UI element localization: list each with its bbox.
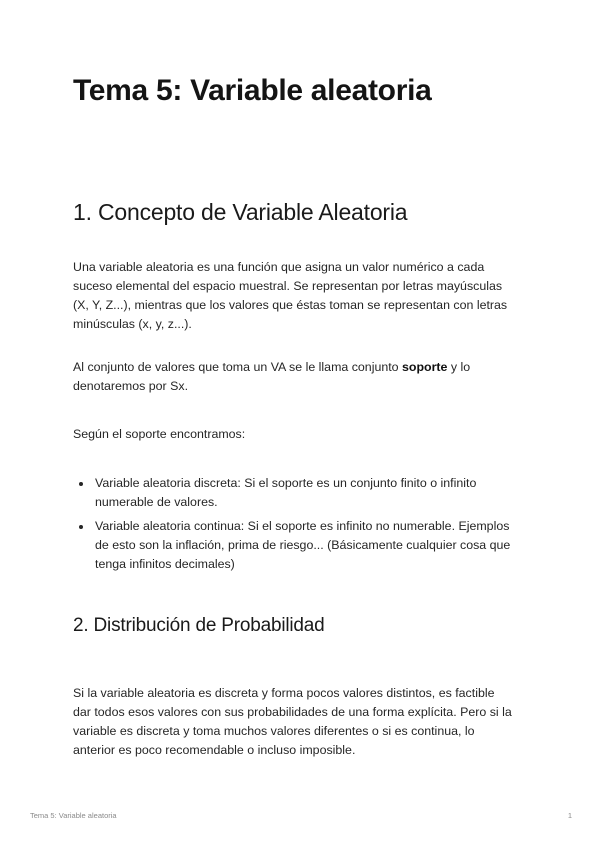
bullet-list [73, 474, 543, 579]
text-line: variable es discreta y toma muchos valores diferentes o si es continua, lo [73, 724, 475, 738]
text-line: Si la variable aleatoria es discreta y forma pocos valores distintos, es factible [73, 686, 495, 700]
page-number: 1 [567, 811, 572, 820]
paragraph-definicion [73, 258, 533, 334]
bullet-dot-icon [79, 482, 83, 486]
text-line: minúsculas (x, y, z...). [73, 317, 192, 331]
text-span: y lo [447, 360, 471, 374]
text-line: numerable de valores. [95, 495, 218, 509]
page-title: Tema 5: Variable aleatoria [73, 74, 432, 107]
list-item [73, 517, 543, 574]
text-line: Variable aleatoria discreta: Si el soporte es un conjunto finito o infinito [95, 476, 477, 490]
section-heading-distribucion: 2. Distribución de Probabilidad [73, 615, 325, 636]
paragraph-distribucion [73, 684, 533, 760]
text-line: dar todos esos valores con sus probabilidades de una forma explícita. Pero si la [73, 705, 512, 719]
text-line: de esto son la inflación, prima de riesgo... (Básicamente cualquier cosa que [95, 538, 511, 552]
text-line: tenga infinitos decimales) [95, 557, 235, 571]
text-line: Una variable aleatoria es una función que asigna un valor numérico a cada [73, 260, 485, 274]
paragraph-segun-soporte: Según el soporte encontramos: [73, 427, 246, 441]
text-line: denotaremos por Sx. [73, 379, 189, 393]
bullet-dot-icon [79, 525, 83, 529]
text-line: (X, Y, Z...), mientras que los valores que éstas toman se representan con letras [73, 298, 508, 312]
footer-title: Tema 5: Variable aleatoria [30, 811, 117, 820]
bold-term-soporte: soporte [402, 360, 448, 374]
paragraph-soporte [73, 358, 533, 396]
text-span: Al conjunto de valores que toma un VA se le llama conjunto [73, 360, 403, 374]
list-item [73, 474, 543, 512]
text-line: Variable aleatoria continua: Si el soporte es infinito no numerable. Ejemplos [95, 519, 510, 533]
section-heading-concepto: 1. Concepto de Variable Aleatoria [73, 199, 408, 225]
text-line [73, 358, 533, 377]
text-line: suceso elemental del espacio muestral. Se representan por letras mayúsculas [73, 279, 503, 293]
text-line: anterior es poco recomendable o incluso imposible. [73, 743, 356, 757]
